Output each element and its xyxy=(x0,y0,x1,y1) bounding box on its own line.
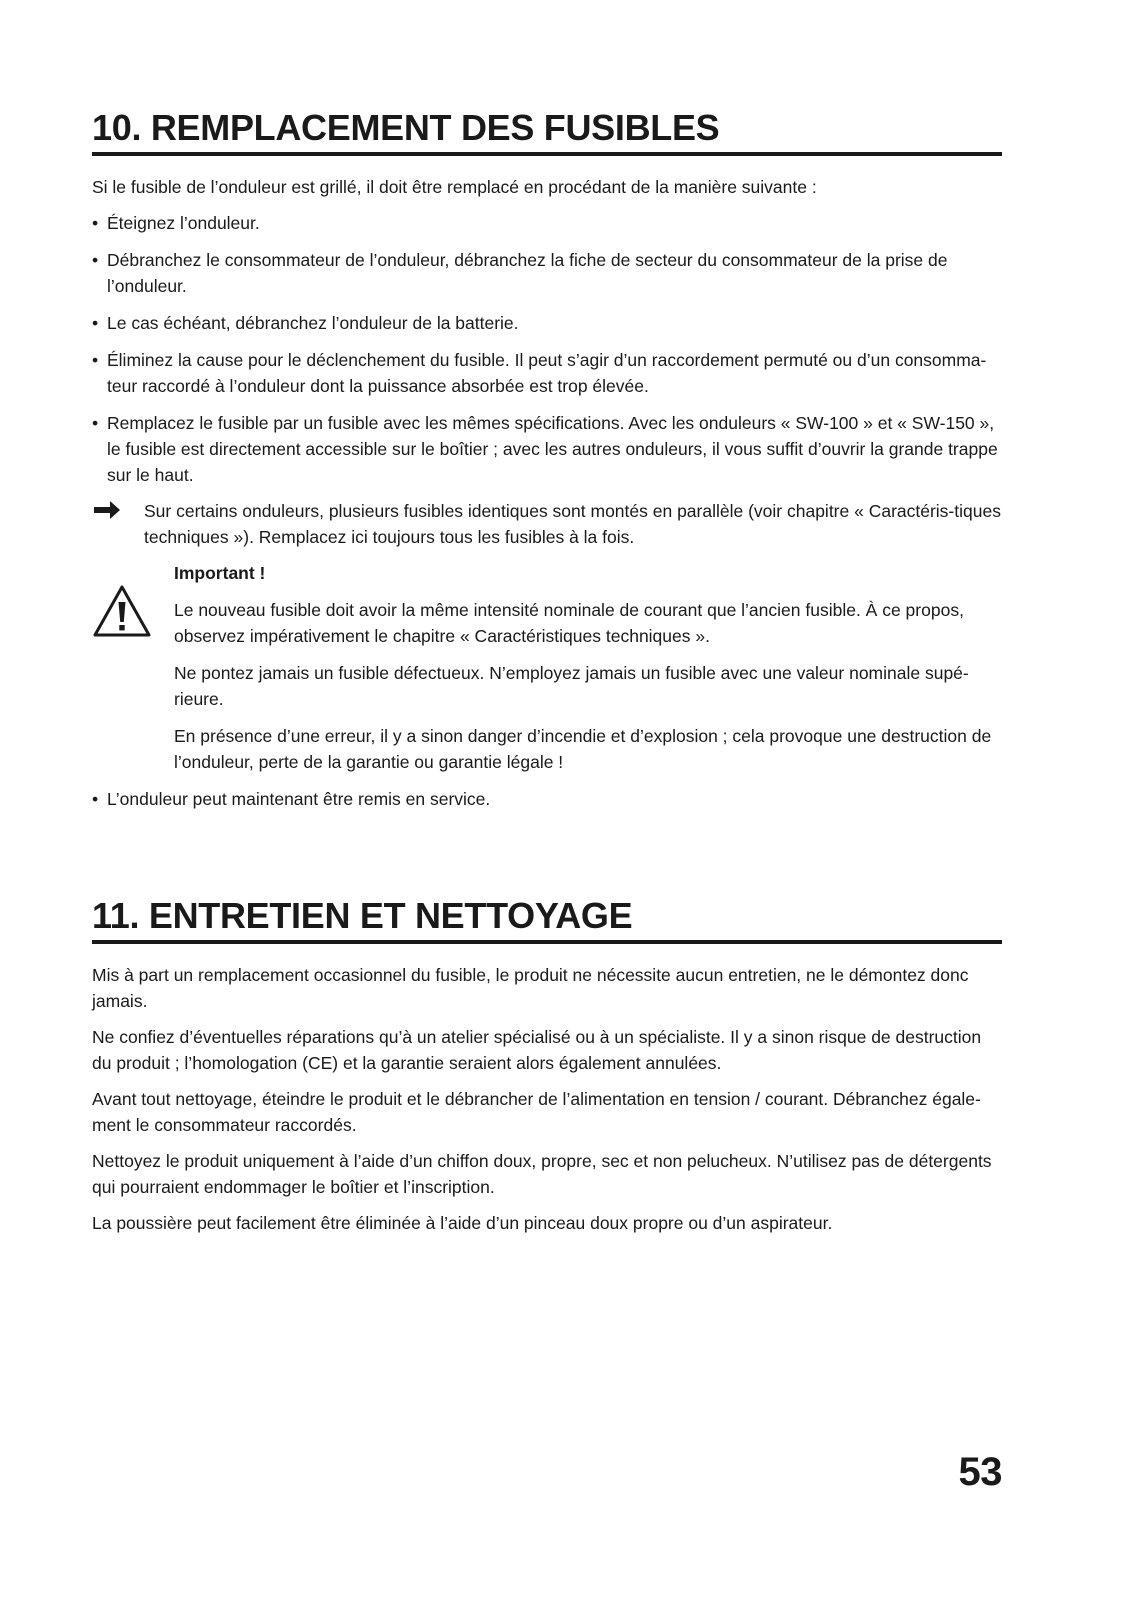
warning-paragraph: En présence d’une erreur, il y a sinon danger d’incendie et d’explosion ; cela provoque une destruction de l’onduleur, perte de la garantie ou garantie légale ! xyxy=(174,726,992,772)
body-paragraph: La poussière peut facilement être éliminée à l’aide d’un pinceau doux propre ou d’un aspirateur. xyxy=(92,1213,833,1233)
warning-triangle-icon xyxy=(92,560,174,786)
section-title-underline xyxy=(92,106,1002,156)
body-paragraph: Mis à part un remplacement occasionnel du fusible, le produit ne nécessite aucun entretien, ne le démontez donc jamais. xyxy=(92,965,969,1011)
section-fuse-replacement xyxy=(92,106,1002,812)
section-title: 11. ENTRETIEN ET NETTOYAGE xyxy=(92,895,633,936)
arrow-right-icon xyxy=(92,498,144,550)
steps-list xyxy=(92,210,1002,488)
final-list xyxy=(92,786,1002,812)
list-item: • Le cas échéant, débranchez l’onduleur de la batterie. xyxy=(92,313,519,333)
list-item: • Éliminez la cause pour le déclenchement du fusible. Il peut s’agir d’un raccordement permuté ou d’un consomma-teur raccordé à l’onduleur dont la puissance absorbée est trop élevée. xyxy=(92,350,987,396)
list-item: • L’onduleur peut maintenant être remis en service. xyxy=(92,789,491,809)
body-paragraph: Ne confiez d’éventuelles réparations qu’à un atelier spécialisé ou à un spécialiste. Il y a sinon risque de destruction du produit ; l’homologation (CE) et la garantie seraient alors également annulées. xyxy=(92,1027,982,1073)
section-title-underline xyxy=(92,894,1002,944)
list-item: • Débranchez le consommateur de l’onduleur, débranchez la fiche de secteur du consommateur de la prise de l’onduleur. xyxy=(92,250,948,296)
note-block xyxy=(92,498,1002,550)
section-maintenance-cleaning xyxy=(92,894,1002,1236)
body-paragraph: Avant tout nettoyage, éteindre le produit et le débrancher de l’alimentation en tension / courant. Débranchez égale-ment le consommateur raccordés. xyxy=(92,1089,981,1135)
warning-paragraph: Le nouveau fusible doit avoir la même intensité nominale de courant que l’ancien fusible. À ce propos, observez impérativement le chapitre « Caractéristiques techniques ». xyxy=(174,600,964,646)
warning-heading: Important ! xyxy=(174,563,266,583)
page-number: 53 xyxy=(958,1450,1002,1494)
warning-body xyxy=(174,560,1002,786)
intro-paragraph: Si le fusible de l’onduleur est grillé, il doit être remplacé en procédant de la manière suivante : xyxy=(92,177,817,197)
list-item: • Éteignez l’onduleur. xyxy=(92,213,260,233)
document-page xyxy=(92,0,1002,1236)
body-paragraph: Nettoyez le produit uniquement à l’aide d’un chiffon doux, propre, sec et non pelucheux. N’utilisez pas de détergents qui pourraient endommager le boîtier et l’inscription. xyxy=(92,1151,992,1197)
note-text: Sur certains onduleurs, plusieurs fusibles identiques sont montés en parallèle (voir chapitre « Caractéris-tiques techniques »). Remplacez ici toujours tous les fusibles à la fois. xyxy=(144,501,1001,547)
warning-block xyxy=(92,560,1002,786)
list-item: • Remplacez le fusible par un fusible avec les mêmes spécifications. Avec les onduleurs « SW-100 » et « SW-150 », le fusible est directement accessible sur le boîtier ; avec les autres onduleurs, il vous suffit d’ouvrir la grande trappe sur le haut. xyxy=(92,413,998,485)
warning-paragraph: Ne pontez jamais un fusible défectueux. N’employez jamais un fusible avec une valeur nominale supé-rieure. xyxy=(174,663,969,709)
section-title: 10. REMPLACEMENT DES FUSIBLES xyxy=(92,107,720,148)
